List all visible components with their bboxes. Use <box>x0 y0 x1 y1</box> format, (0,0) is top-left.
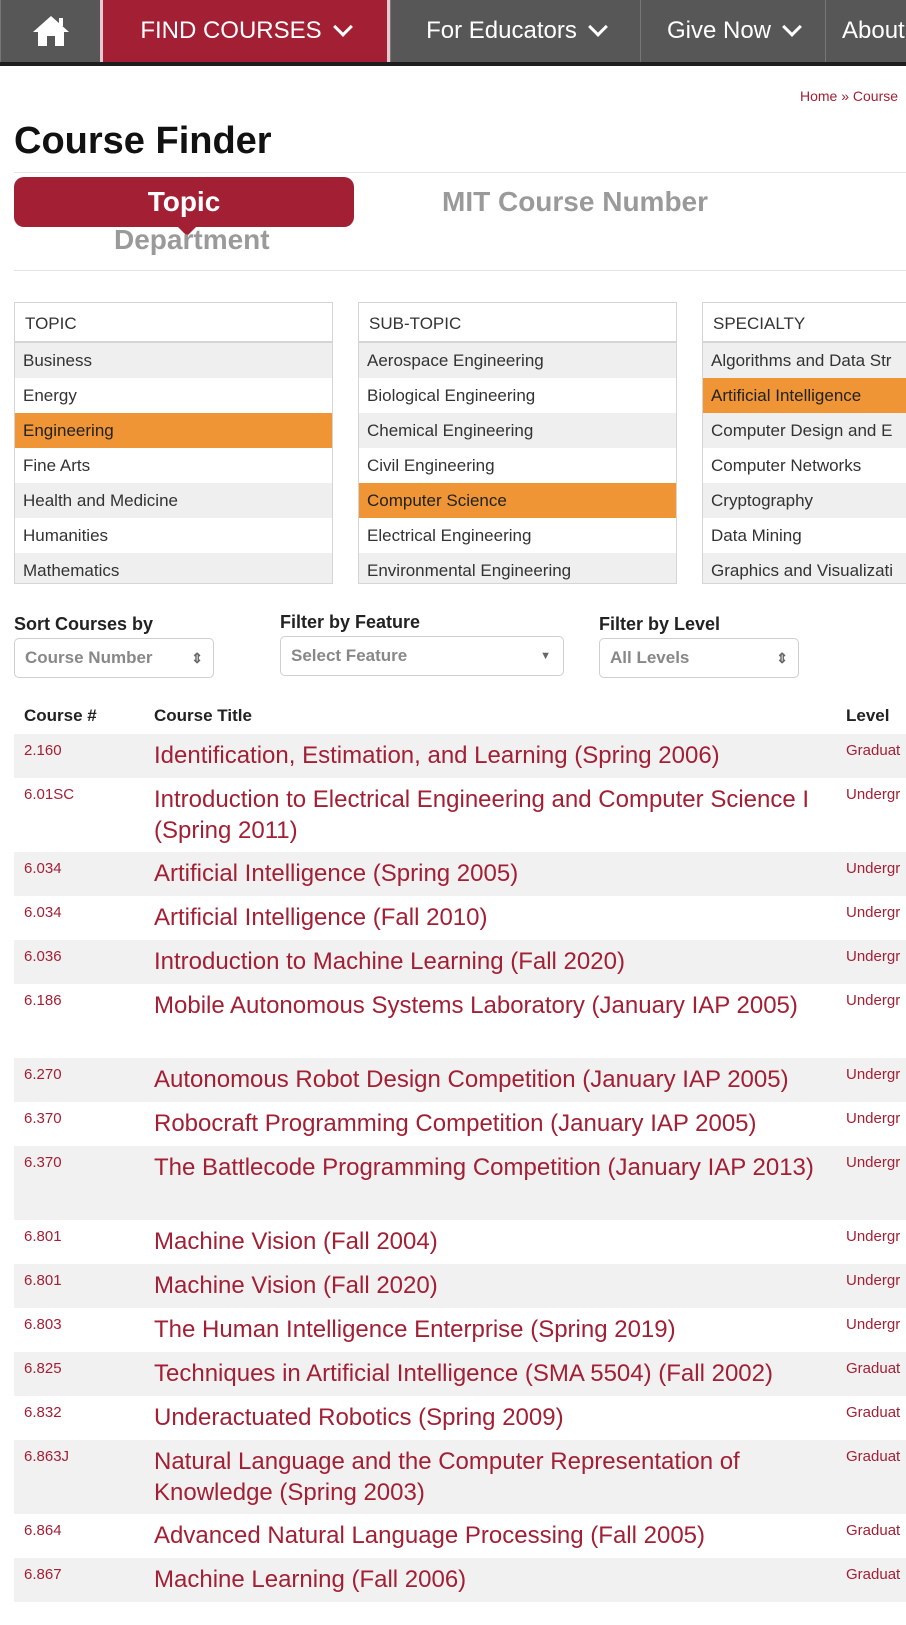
list-item[interactable]: Computer Networks <box>711 456 862 475</box>
level-select-value: All Levels <box>610 648 690 667</box>
course-title-link[interactable]: Artificial Intelligence (Spring 2005) <box>154 860 519 887</box>
table-row <box>14 1352 906 1396</box>
tab-topic[interactable]: Topic <box>14 177 354 227</box>
course-level: Graduat <box>846 1404 901 1421</box>
subtopic-list <box>358 302 677 584</box>
table-row <box>14 1264 906 1308</box>
table-row <box>14 778 906 852</box>
list-item[interactable]: Computer Design and E <box>703 413 906 448</box>
table-row <box>14 896 906 940</box>
course-title-link[interactable]: Machine Vision (Fall 2004) <box>154 1228 438 1255</box>
course-title-link[interactable]: Natural Language and the Computer Representation of Knowledge (Spring 2003) <box>154 1448 740 1506</box>
course-number: 6.863J <box>24 1448 70 1465</box>
course-title-link[interactable]: Introduction to Electrical Engineering and Computer Science I (Spring 2011) <box>154 786 810 844</box>
list-item[interactable]: Data Mining <box>711 526 802 545</box>
list-item[interactable]: Environmental Engineering <box>359 553 676 584</box>
table-row <box>14 940 906 984</box>
breadcrumb[interactable]: Home » Course <box>800 88 899 104</box>
list-item[interactable]: Cryptography <box>703 483 906 518</box>
home-icon <box>31 14 71 48</box>
course-title-link[interactable]: Identification, Estimation, and Learning (Spring 2006) <box>154 742 720 769</box>
course-number: 6.186 <box>24 992 62 1009</box>
tab-department[interactable]: Department <box>114 224 270 255</box>
course-title-link[interactable]: Machine Vision (Fall 2020) <box>154 1272 438 1299</box>
list-item[interactable]: Mathematics <box>15 553 332 584</box>
course-number: 6.01SC <box>24 786 75 803</box>
feature-label: Filter by Feature <box>280 612 421 632</box>
topic-list <box>14 302 333 584</box>
course-number: 6.801 <box>24 1272 62 1289</box>
course-number: 6.867 <box>24 1566 62 1583</box>
table-row <box>14 1396 906 1440</box>
level-select[interactable] <box>599 638 799 678</box>
list-item[interactable]: Engineering <box>15 413 332 448</box>
table-row <box>14 1146 906 1220</box>
course-number: 6.036 <box>24 948 62 965</box>
chevron-down-icon <box>588 17 608 37</box>
list-item[interactable]: Artificial Intelligence <box>703 378 906 413</box>
course-number: 6.034 <box>24 904 62 921</box>
course-level: Undergr <box>846 860 901 877</box>
course-level: Undergr <box>846 786 901 803</box>
table-row <box>14 1440 906 1514</box>
feature-select[interactable] <box>280 636 564 676</box>
nav-find-courses[interactable] <box>100 0 390 62</box>
list-item[interactable]: Aerospace Engineering <box>359 343 676 378</box>
chevron-down-icon <box>333 17 353 37</box>
list-item[interactable]: Business <box>15 343 332 378</box>
course-level: Graduat <box>846 1360 901 1377</box>
course-title-link[interactable]: Autonomous Robot Design Competition (January IAP 2005) <box>154 1066 789 1093</box>
specialty-list-header: SPECIALTY <box>703 303 906 343</box>
course-title-link[interactable]: Artificial Intelligence (Fall 2010) <box>154 904 488 931</box>
table-row <box>14 734 906 778</box>
course-level: Graduat <box>846 1522 901 1539</box>
course-level: Undergr <box>846 1110 901 1127</box>
course-table-body <box>14 734 906 1602</box>
list-item[interactable]: Chemical Engineering <box>359 413 676 448</box>
tab-mit-course-number[interactable]: MIT Course Number <box>442 186 709 217</box>
course-number: 6.832 <box>24 1404 62 1421</box>
course-title-link[interactable]: Mobile Autonomous Systems Laboratory (January IAP 2005) <box>154 992 798 1019</box>
course-level: Undergr <box>846 1316 901 1333</box>
course-level: Undergr <box>846 1066 901 1083</box>
table-row <box>14 1514 906 1558</box>
list-item[interactable]: Computer Science <box>359 483 676 518</box>
col-level[interactable]: Level <box>846 706 890 725</box>
nav-give-now[interactable] <box>640 0 825 62</box>
col-course-number[interactable]: Course # <box>24 706 97 725</box>
course-number: 6.034 <box>24 860 62 877</box>
divider <box>14 270 906 271</box>
nav-give-now-label: Give Now <box>666 17 772 44</box>
course-level: Undergr <box>846 904 901 921</box>
table-row <box>14 984 906 1058</box>
list-item[interactable]: Civil Engineering <box>367 456 495 475</box>
feature-select-placeholder: Select Feature <box>291 646 408 665</box>
table-row <box>14 1220 906 1264</box>
list-item[interactable]: Electrical Engineering <box>367 526 532 545</box>
topic-list-header: TOPIC <box>15 303 332 343</box>
list-item[interactable]: Graphics and Visualizati <box>703 553 906 584</box>
nav-about-label: About <box>842 17 905 44</box>
course-title-link[interactable]: Advanced Natural Language Processing (Fall 2005) <box>154 1522 706 1549</box>
nav-for-educators-label: For Educators <box>426 17 577 44</box>
course-title-link[interactable]: Underactuated Robotics (Spring 2009) <box>154 1404 564 1431</box>
course-number: 6.370 <box>24 1154 62 1171</box>
course-level: Graduat <box>846 742 901 759</box>
course-title-link[interactable]: Introduction to Machine Learning (Fall 2020) <box>154 948 625 975</box>
table-row <box>14 852 906 896</box>
course-title-link[interactable]: The Battlecode Programming Competition (January IAP 2013) <box>154 1154 814 1181</box>
list-item[interactable]: Fine Arts <box>23 456 91 475</box>
course-level: Undergr <box>846 1228 901 1245</box>
course-title-link[interactable]: The Human Intelligence Enterprise (Spring 2019) <box>154 1316 676 1343</box>
course-number: 6.803 <box>24 1316 62 1333</box>
course-number: 6.270 <box>24 1066 62 1083</box>
course-number: 6.370 <box>24 1110 62 1127</box>
table-row <box>14 1308 906 1352</box>
nav-about[interactable] <box>825 0 906 62</box>
sort-select[interactable] <box>14 638 214 678</box>
nav-home-button[interactable] <box>0 0 100 62</box>
caret-down-icon: ▼ <box>540 650 551 662</box>
course-number: 6.825 <box>24 1360 62 1377</box>
course-level: Undergr <box>846 1272 901 1289</box>
top-nav <box>0 0 906 66</box>
list-item[interactable]: Health and Medicine <box>15 483 332 518</box>
page-title: Course Finder <box>14 120 272 162</box>
level-label: Filter by Level <box>599 614 721 634</box>
table-row <box>14 1102 906 1146</box>
sort-label: Sort Courses by <box>14 614 154 634</box>
nav-for-educators[interactable] <box>390 0 640 62</box>
course-title-link[interactable]: Robocraft Programming Competition (January IAP 2005) <box>154 1110 757 1137</box>
course-level: Undergr <box>846 948 901 965</box>
course-table-header <box>14 700 906 734</box>
course-number: 6.864 <box>24 1522 62 1539</box>
course-title-link[interactable]: Machine Learning (Fall 2006) <box>154 1566 467 1593</box>
subtopic-list-header: SUB-TOPIC <box>359 303 676 343</box>
course-level: Graduat <box>846 1566 901 1583</box>
course-number: 6.801 <box>24 1228 62 1245</box>
select-arrows-icon: ⇕ <box>776 650 788 666</box>
list-item[interactable]: Energy <box>23 386 77 405</box>
sort-select-value: Course Number <box>25 648 153 667</box>
specialty-list <box>702 302 906 584</box>
list-item[interactable]: Humanities <box>23 526 109 545</box>
course-level: Undergr <box>846 1154 901 1171</box>
nav-find-courses-label: FIND COURSES <box>140 17 322 44</box>
chevron-down-icon <box>782 17 802 37</box>
table-row <box>14 1558 906 1602</box>
col-course-title[interactable]: Course Title <box>154 706 252 725</box>
list-item[interactable]: Biological Engineering <box>367 386 536 405</box>
list-item[interactable]: Algorithms and Data Str <box>703 343 906 378</box>
course-level: Undergr <box>846 992 901 1009</box>
course-title-link[interactable]: Techniques in Artificial Intelligence (SMA 5504) (Fall 2002) <box>154 1360 773 1387</box>
table-row <box>14 1058 906 1102</box>
divider <box>14 172 906 173</box>
course-number: 2.160 <box>24 742 62 759</box>
select-arrows-icon: ⇕ <box>191 650 203 666</box>
course-level: Graduat <box>846 1448 901 1465</box>
